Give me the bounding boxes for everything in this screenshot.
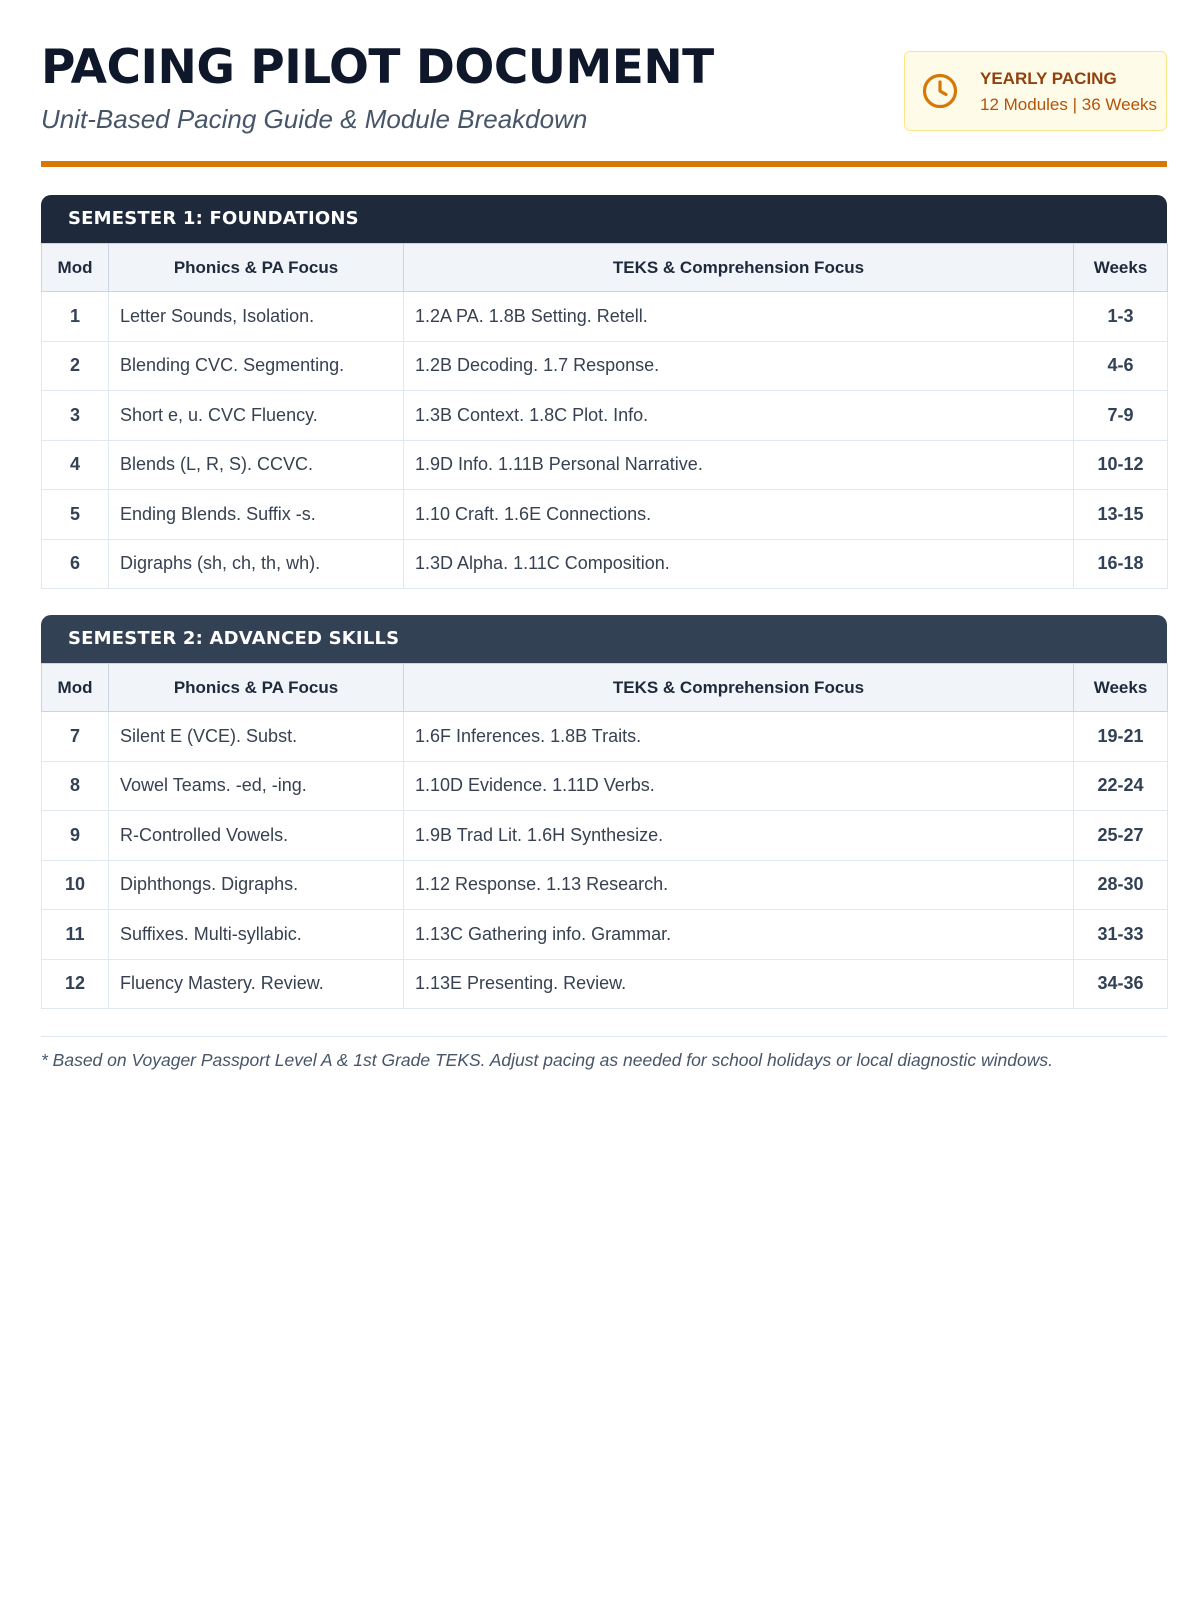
phonics-focus: Ending Blends. Suffix -s. (109, 490, 404, 540)
teks-focus: 1.10 Craft. 1.6E Connections. (404, 490, 1074, 540)
clock-icon (921, 72, 959, 110)
table-row (42, 391, 1168, 441)
phonics-focus: Digraphs (sh, ch, th, wh). (109, 539, 404, 589)
table-row (42, 440, 1168, 490)
module-number: 2 (42, 341, 109, 391)
table-row (42, 761, 1168, 811)
weeks-range: 34-36 (1074, 959, 1168, 1009)
weeks-range: 31-33 (1074, 910, 1168, 960)
teks-focus: 1.2A PA. 1.8B Setting. Retell. (404, 292, 1074, 342)
table-header-row (42, 244, 1168, 292)
module-number: 7 (42, 712, 109, 762)
weeks-range: 28-30 (1074, 860, 1168, 910)
teks-focus: 1.9B Trad Lit. 1.6H Synthesize. (404, 811, 1074, 861)
table-row (42, 811, 1168, 861)
teks-focus: 1.6F Inferences. 1.8B Traits. (404, 712, 1074, 762)
semester-1-title: SEMESTER 1: FOUNDATIONS (41, 195, 1167, 243)
weeks-range: 1-3 (1074, 292, 1168, 342)
yearly-pacing-value: 12 Modules | 36 Weeks (980, 95, 1158, 114)
semester-2-title: SEMESTER 2: ADVANCED SKILLS (41, 615, 1167, 663)
phonics-focus: Vowel Teams. -ed, -ing. (109, 761, 404, 811)
phonics-focus: Suffixes. Multi-syllabic. (109, 910, 404, 960)
teks-focus: 1.3D Alpha. 1.11C Composition. (404, 539, 1074, 589)
phonics-focus: R-Controlled Vowels. (109, 811, 404, 861)
column-header-mod: Mod (42, 664, 109, 712)
page-title: PACING PILOT DOCUMENT (41, 40, 714, 95)
table-row (42, 860, 1168, 910)
yearly-pacing-card (904, 51, 1167, 131)
table-row (42, 959, 1168, 1009)
column-header-phonics: Phonics & PA Focus (109, 664, 404, 712)
header-divider (41, 161, 1167, 167)
teks-focus: 1.13E Presenting. Review. (404, 959, 1074, 1009)
column-header-teks: TEKS & Comprehension Focus (404, 664, 1074, 712)
phonics-focus: Short e, u. CVC Fluency. (109, 391, 404, 441)
phonics-focus: Blending CVC. Segmenting. (109, 341, 404, 391)
teks-focus: 1.2B Decoding. 1.7 Response. (404, 341, 1074, 391)
module-number: 9 (42, 811, 109, 861)
table-header-row (42, 664, 1168, 712)
table-row (42, 910, 1168, 960)
column-header-weeks: Weeks (1074, 664, 1168, 712)
phonics-focus: Fluency Mastery. Review. (109, 959, 404, 1009)
weeks-range: 7-9 (1074, 391, 1168, 441)
weeks-range: 13-15 (1074, 490, 1168, 540)
page-subtitle: Unit-Based Pacing Guide & Module Breakdown (41, 104, 588, 134)
teks-focus: 1.3B Context. 1.8C Plot. Info. (404, 391, 1074, 441)
semester-1-section (41, 195, 1167, 589)
weeks-range: 25-27 (1074, 811, 1168, 861)
teks-focus: 1.10D Evidence. 1.11D Verbs. (404, 761, 1074, 811)
table-row (42, 539, 1168, 589)
semester-1-table (41, 243, 1168, 589)
weeks-range: 10-12 (1074, 440, 1168, 490)
document-header (41, 0, 1167, 168)
table-row (42, 712, 1168, 762)
module-number: 3 (42, 391, 109, 441)
table-row (42, 490, 1168, 540)
column-header-teks: TEKS & Comprehension Focus (404, 244, 1074, 292)
teks-focus: 1.9D Info. 1.11B Personal Narrative. (404, 440, 1074, 490)
table-row (42, 292, 1168, 342)
column-header-mod: Mod (42, 244, 109, 292)
module-number: 4 (42, 440, 109, 490)
column-header-weeks: Weeks (1074, 244, 1168, 292)
module-number: 6 (42, 539, 109, 589)
phonics-focus: Silent E (VCE). Subst. (109, 712, 404, 762)
phonics-focus: Blends (L, R, S). CCVC. (109, 440, 404, 490)
teks-focus: 1.13C Gathering info. Grammar. (404, 910, 1074, 960)
yearly-pacing-label: YEARLY PACING (980, 69, 1117, 88)
module-number: 12 (42, 959, 109, 1009)
table-row (42, 341, 1168, 391)
phonics-focus: Diphthongs. Digraphs. (109, 860, 404, 910)
module-number: 1 (42, 292, 109, 342)
weeks-range: 19-21 (1074, 712, 1168, 762)
module-number: 11 (42, 910, 109, 960)
weeks-range: 16-18 (1074, 539, 1168, 589)
semester-2-section (41, 615, 1167, 1009)
teks-focus: 1.12 Response. 1.13 Research. (404, 860, 1074, 910)
phonics-focus: Letter Sounds, Isolation. (109, 292, 404, 342)
module-number: 10 (42, 860, 109, 910)
footer-divider (41, 1036, 1167, 1037)
weeks-range: 4-6 (1074, 341, 1168, 391)
weeks-range: 22-24 (1074, 761, 1168, 811)
footnote: * Based on Voyager Passport Level A & 1st Grade TEKS. Adjust pacing as needed for school holidays or local diagnostic windows. (41, 1050, 1054, 1070)
column-header-phonics: Phonics & PA Focus (109, 244, 404, 292)
pacing-document (41, 0, 1167, 1070)
semester-2-table (41, 663, 1168, 1009)
module-number: 5 (42, 490, 109, 540)
module-number: 8 (42, 761, 109, 811)
